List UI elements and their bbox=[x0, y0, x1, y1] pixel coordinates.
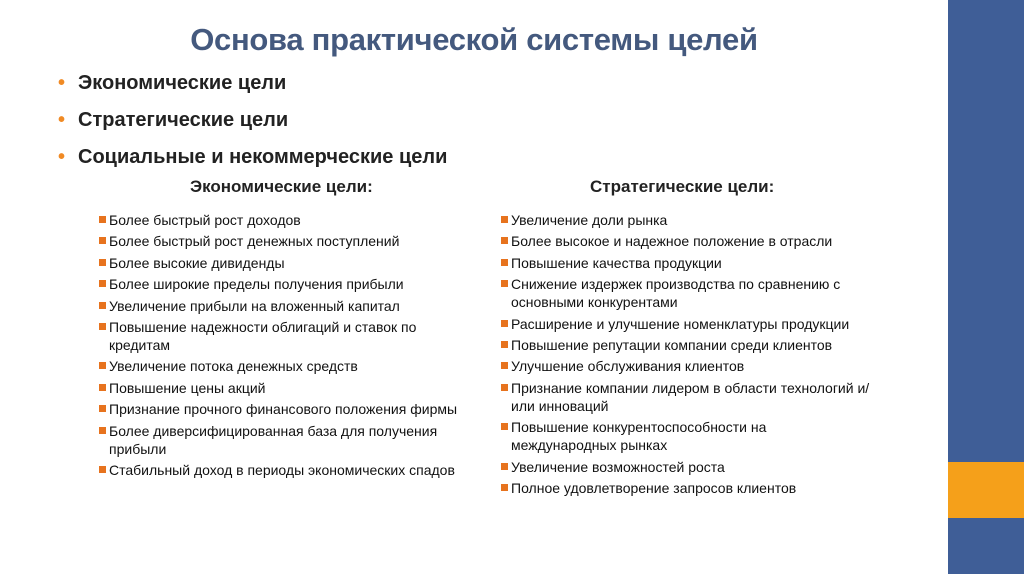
list-item-text: Увеличение потока денежных средств bbox=[109, 358, 358, 375]
economic-goals-list bbox=[99, 211, 489, 482]
list-item bbox=[99, 232, 489, 250]
list-item bbox=[99, 275, 489, 293]
list-item bbox=[501, 357, 881, 375]
list-item bbox=[501, 254, 881, 272]
bullet-square-icon bbox=[501, 463, 508, 470]
bullet-square-icon bbox=[501, 484, 508, 491]
bullet-square-icon bbox=[99, 384, 106, 391]
bullet-square-icon bbox=[99, 302, 106, 309]
bullet-square-icon bbox=[99, 405, 106, 412]
bullet-square-icon bbox=[99, 237, 106, 244]
list-item-text: Более диверсифицированная база для получения прибыли bbox=[109, 422, 438, 457]
top-bullet-text: Стратегические цели bbox=[78, 109, 289, 131]
bullet-square-icon bbox=[99, 280, 106, 287]
bullet-square-icon bbox=[99, 466, 106, 473]
strategic-goals-list bbox=[501, 211, 881, 500]
bullet-square-icon bbox=[99, 259, 106, 266]
list-item bbox=[501, 479, 881, 497]
list-item bbox=[501, 336, 881, 354]
bullet-dot-icon: • bbox=[58, 109, 66, 131]
list-item-text: Повышение надежности облигаций и ставок по кредитам bbox=[109, 318, 417, 353]
list-item-text: Снижение издержек производства по сравнению с основными конкурентами bbox=[511, 276, 841, 311]
bullet-square-icon bbox=[99, 216, 106, 223]
economic-goals-heading: Экономические цели: bbox=[190, 177, 373, 196]
list-item-text: Более быстрый рост денежных поступлений bbox=[109, 233, 400, 250]
bullet-square-icon bbox=[501, 362, 508, 369]
bullet-dot-icon: • bbox=[58, 72, 66, 94]
list-item bbox=[99, 297, 489, 315]
list-item-text: Повышение репутации компании среди клиентов bbox=[511, 336, 833, 353]
list-item bbox=[501, 232, 881, 250]
list-item bbox=[501, 211, 881, 229]
bullet-square-icon bbox=[99, 427, 106, 434]
list-item-text: Увеличение доли рынка bbox=[511, 212, 668, 228]
bullet-square-icon bbox=[501, 259, 508, 266]
list-item bbox=[99, 211, 489, 229]
list-item bbox=[99, 422, 479, 458]
bullet-square-icon bbox=[501, 237, 508, 244]
top-bullet-item bbox=[58, 105, 447, 142]
bullet-square-icon bbox=[501, 280, 508, 287]
top-bullet-text: Социальные и некоммерческие цели bbox=[78, 146, 448, 168]
list-item-text: Улучшение обслуживания клиентов bbox=[511, 358, 745, 375]
list-item bbox=[99, 254, 489, 272]
bullet-square-icon bbox=[501, 384, 508, 391]
bullet-square-icon bbox=[99, 323, 106, 330]
list-item-text: Более быстрый рост доходов bbox=[109, 212, 301, 228]
list-item bbox=[99, 461, 489, 479]
bullet-square-icon bbox=[501, 423, 508, 430]
list-item-text: Признание прочного финансового положения фирмы bbox=[109, 401, 458, 418]
list-item-text: Увеличение возможностей роста bbox=[511, 458, 725, 475]
bullet-square-icon bbox=[501, 216, 508, 223]
bullet-dot-icon: • bbox=[58, 146, 66, 168]
bullet-square-icon bbox=[501, 320, 508, 327]
list-item bbox=[501, 379, 881, 415]
list-item-text: Полное удовлетворение запросов клиентов bbox=[511, 479, 797, 496]
list-item-text: Более широкие пределы получения прибыли bbox=[109, 276, 404, 293]
list-item-text: Увеличение прибыли на вложенный капитал bbox=[109, 297, 400, 314]
top-bullet-item bbox=[58, 68, 447, 105]
list-item bbox=[501, 458, 881, 476]
bullet-square-icon bbox=[501, 341, 508, 348]
list-item-text: Повышение качества продукции bbox=[511, 254, 722, 271]
top-bullet-list bbox=[58, 68, 447, 179]
list-item bbox=[99, 357, 489, 375]
list-item-text: Стабильный доход в периоды экономических спадов bbox=[109, 461, 455, 478]
list-item bbox=[501, 418, 811, 454]
list-item bbox=[99, 318, 454, 354]
list-item-text: Более высокое и надежное положение в отрасли bbox=[511, 233, 833, 250]
list-item-text: Повышение конкурентоспособности на международных рынках bbox=[511, 419, 767, 454]
list-item-text: Более высокие дивиденды bbox=[109, 254, 285, 271]
list-item bbox=[99, 400, 489, 418]
top-bullet-item bbox=[58, 142, 447, 179]
slide-title: Основа практической системы целей bbox=[190, 22, 758, 57]
list-item bbox=[501, 275, 881, 311]
list-item bbox=[501, 315, 881, 333]
right-accent-block bbox=[948, 462, 1024, 518]
list-item bbox=[99, 379, 489, 397]
strategic-goals-heading: Стратегические цели: bbox=[590, 177, 775, 196]
list-item-text: Расширение и улучшение номенклатуры продукции bbox=[511, 315, 850, 332]
list-item-text: Повышение цены акций bbox=[109, 379, 266, 396]
top-bullet-text: Экономические цели bbox=[78, 72, 287, 94]
list-item-text: Признание компании лидером в области технологий и/или инноваций bbox=[511, 379, 870, 414]
bullet-square-icon bbox=[99, 362, 106, 369]
